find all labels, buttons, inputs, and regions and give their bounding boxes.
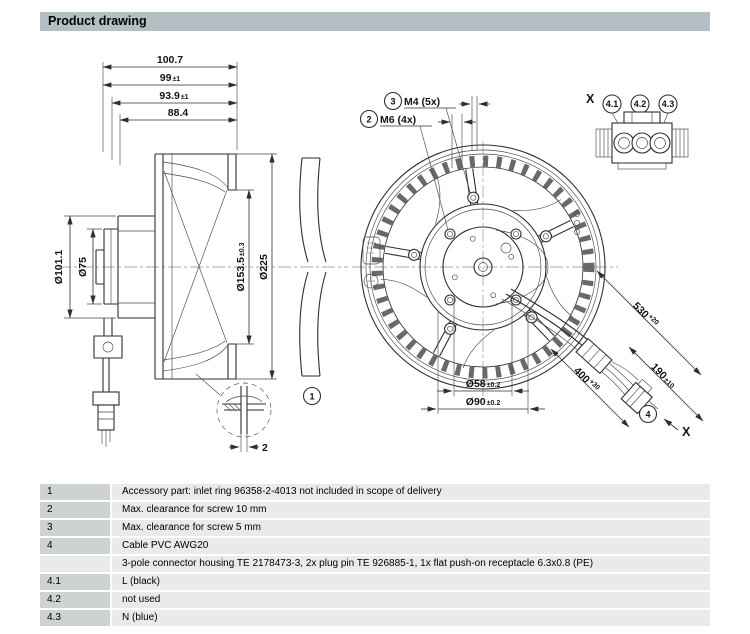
pin-4-1: 4.1 [605, 99, 619, 109]
dim-width-3: 88.4 [167, 107, 189, 119]
mounting-bracket [94, 318, 122, 358]
pin-4-2: 4.2 [633, 99, 647, 109]
brand-mark [501, 243, 511, 253]
dim-width-1: 99±1 [159, 72, 181, 84]
table-row [40, 556, 710, 572]
dim-dia-90: Ø90±0.2 [465, 396, 501, 408]
dim-dia-58: Ø58±0.2 [465, 378, 501, 390]
table-row-number [40, 556, 110, 572]
table-row-number: 4.1 [40, 574, 110, 590]
table-row-description: Cable PVC AWG20 [112, 538, 710, 554]
marking-stamps [363, 211, 580, 288]
screw-detail [196, 374, 271, 454]
dim-width-2: 93.9±1 [159, 90, 189, 102]
centerlines [352, 141, 618, 400]
table-row-description: N (blue) [112, 610, 710, 626]
table-row-description: not used [112, 592, 710, 608]
cable-side [93, 358, 119, 447]
notes-table [40, 484, 710, 628]
table-row-number: 3 [40, 520, 110, 536]
dim-dia-101: Ø101.1 [53, 249, 65, 285]
table-row [40, 502, 710, 518]
m4-label: M4 (5x) [404, 96, 441, 108]
fan-side-outline [155, 154, 236, 379]
table-row [40, 520, 710, 536]
pin-4-3: 4.3 [661, 99, 675, 109]
connector-detail [586, 92, 688, 169]
table-row-number: 1 [40, 484, 110, 500]
detail-x-title: X [586, 92, 595, 106]
dim-dia-153: Ø153.5±0.3 [235, 242, 247, 292]
cable-dims [551, 271, 703, 439]
callout-2: 2 [366, 114, 372, 125]
table-row [40, 574, 710, 590]
table-row-number: 4.2 [40, 592, 110, 608]
side-view [53, 54, 348, 454]
table-row-number: 4.3 [40, 610, 110, 626]
table-row-description: Accessory part: inlet ring 96358-2-4013 not included in scope of delivery [112, 484, 710, 500]
dim-400: $400^{+30}$ [571, 364, 601, 392]
table-row-description: Max. clearance for screw 10 mm [112, 502, 710, 518]
dim-width-0: 100.7 [156, 54, 184, 66]
front-view [352, 92, 703, 439]
table-row-number: 2 [40, 502, 110, 518]
table-row [40, 592, 710, 608]
screw-detail-label: 2 [262, 442, 268, 454]
callout-1: 1 [309, 391, 315, 402]
page-title: Product drawing [48, 14, 147, 28]
table-row-description: L (black) [112, 574, 710, 590]
table-row-number: 4 [40, 538, 110, 554]
dim-dia-225: Ø225 [258, 254, 270, 280]
table-row [40, 484, 710, 500]
dim-190: 190±10 [648, 360, 676, 391]
table-row [40, 610, 710, 626]
table-row [40, 538, 710, 554]
callout-4: 4 [645, 409, 651, 420]
inlet-ring-profile [300, 158, 326, 405]
m6-label: M6 (4x) [380, 114, 417, 126]
table-row-description: Max. clearance for screw 5 mm [112, 520, 710, 536]
table-row-description: 3-pole connector housing TE 2178473-3, 2x plug pin TE 926885-1, 1x flat push-on receptacle 6.3x0.8 (PE) [112, 556, 710, 572]
dim-530: $530^{+20}$ [630, 299, 660, 327]
callout-3: 3 [390, 96, 396, 107]
dim-dia-75: Ø75 [77, 257, 89, 277]
view-marker-x: X [682, 425, 691, 439]
